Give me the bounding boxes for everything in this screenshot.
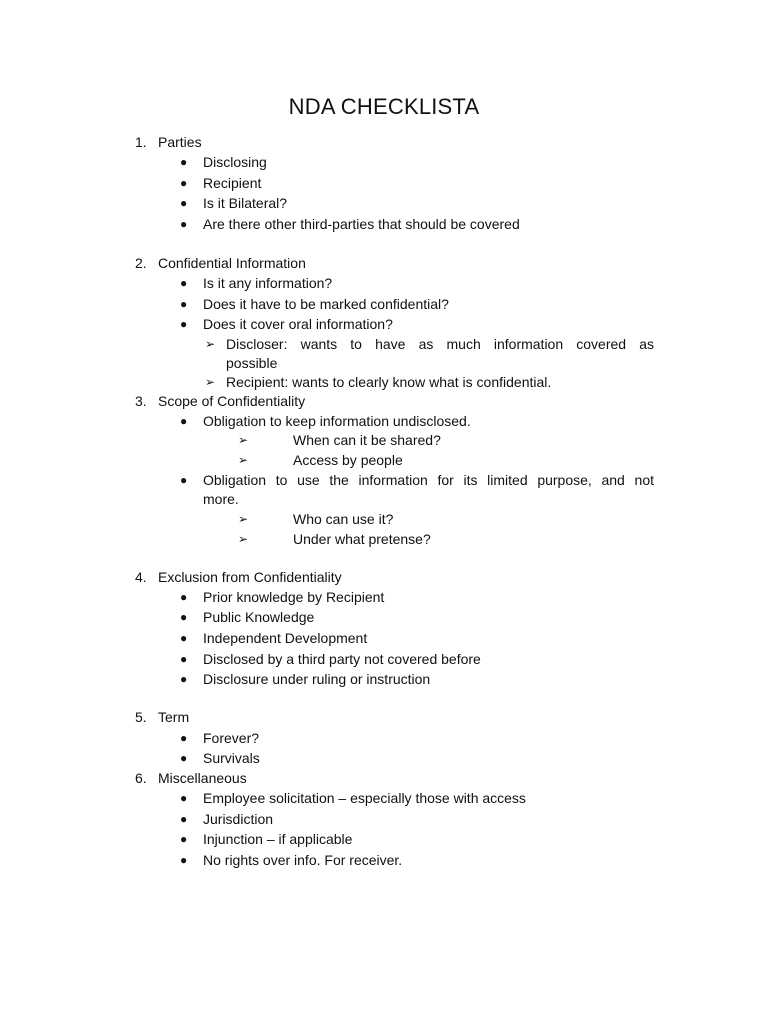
list-item: Disclosed by a third party not covered before bbox=[203, 651, 481, 667]
bullet-icon: ● bbox=[180, 672, 188, 686]
bullet-icon: ● bbox=[180, 610, 188, 624]
arrow-icon: ➢ bbox=[238, 453, 249, 467]
bullet-icon: ● bbox=[180, 217, 188, 231]
section-heading: Scope of Confidentiality bbox=[158, 393, 306, 409]
sub-item-line bbox=[226, 334, 654, 354]
bullet-icon: ● bbox=[180, 473, 188, 487]
arrow-icon: ➢ bbox=[205, 337, 216, 351]
section-number: 4. bbox=[135, 569, 147, 585]
bullet-icon: ● bbox=[180, 631, 188, 645]
word: Discloser: bbox=[226, 336, 288, 352]
list-item: No rights over info. For receiver. bbox=[203, 852, 403, 868]
bullet-icon: ● bbox=[180, 590, 188, 604]
list-item: Prior knowledge by Recipient bbox=[203, 589, 385, 605]
word: to bbox=[350, 336, 362, 352]
bullet-icon: ● bbox=[180, 751, 188, 765]
section-heading: Exclusion from Confidentiality bbox=[158, 569, 342, 585]
list-item-continuation: more. bbox=[203, 491, 239, 507]
list-item: Disclosure under ruling or instruction bbox=[203, 671, 431, 687]
arrow-icon: ➢ bbox=[238, 433, 249, 447]
word: as bbox=[639, 336, 654, 352]
bullet-icon: ● bbox=[180, 853, 188, 867]
word: have bbox=[375, 336, 406, 352]
sub-item: Access by people bbox=[293, 452, 403, 468]
list-item: Recipient bbox=[203, 175, 262, 191]
section-heading: Term bbox=[158, 709, 190, 725]
word: much bbox=[446, 336, 481, 352]
section-heading: Confidential Information bbox=[158, 255, 306, 271]
list-item: Employee solicitation – especially those with access bbox=[203, 790, 526, 806]
bullet-icon: ● bbox=[180, 414, 188, 428]
word: as bbox=[418, 336, 434, 352]
list-item: Forever? bbox=[203, 730, 260, 746]
list-item: Injunction – if applicable bbox=[203, 831, 353, 847]
word: covered bbox=[576, 336, 627, 352]
list-item: Does it cover oral information? bbox=[203, 316, 393, 332]
list-item: Independent Development bbox=[203, 630, 368, 646]
sub-item: Recipient: wants to clearly know what is confidential. bbox=[226, 374, 552, 390]
section-heading: Parties bbox=[158, 134, 202, 150]
bullet-icon: ● bbox=[180, 196, 188, 210]
list-item: Public Knowledge bbox=[203, 609, 315, 625]
section-number: 2. bbox=[135, 255, 147, 271]
list-item: Is it any information? bbox=[203, 275, 333, 291]
bullet-icon: ● bbox=[180, 652, 188, 666]
bullet-icon: ● bbox=[180, 791, 188, 805]
bullet-icon: ● bbox=[180, 731, 188, 745]
bullet-icon: ● bbox=[180, 812, 188, 826]
section-number: 5. bbox=[135, 709, 147, 725]
list-item: Survivals bbox=[203, 750, 260, 766]
bullet-icon: ● bbox=[180, 832, 188, 846]
arrow-icon: ➢ bbox=[238, 532, 249, 546]
bullet-icon: ● bbox=[180, 317, 188, 331]
sub-item: Under what pretense? bbox=[293, 531, 431, 547]
section-number: 3. bbox=[135, 393, 147, 409]
bullet-icon: ● bbox=[180, 176, 188, 190]
section-heading: Miscellaneous bbox=[158, 770, 247, 786]
list-item: Obligation to use the information for its limited purpose, and not bbox=[203, 472, 654, 488]
arrow-icon: ➢ bbox=[205, 375, 216, 389]
list-item: Are there other third-parties that should be covered bbox=[203, 216, 520, 232]
sub-item: Who can use it? bbox=[293, 511, 394, 527]
list-item: Is it Bilateral? bbox=[203, 195, 288, 211]
sub-item: When can it be shared? bbox=[293, 432, 441, 448]
section-number: 6. bbox=[135, 770, 147, 786]
sub-item-continuation: possible bbox=[226, 355, 278, 371]
list-item: Jurisdiction bbox=[203, 811, 274, 827]
page-title: NDA CHECKLISTA bbox=[288, 94, 480, 119]
list-item: Does it have to be marked confidential? bbox=[203, 296, 449, 312]
bullet-icon: ● bbox=[180, 276, 188, 290]
bullet-icon: ● bbox=[180, 297, 188, 311]
arrow-icon: ➢ bbox=[238, 512, 249, 526]
word: information bbox=[493, 336, 564, 352]
list-item: Disclosing bbox=[203, 154, 267, 170]
word: wants bbox=[300, 336, 338, 352]
bullet-icon: ● bbox=[180, 155, 188, 169]
section-number: 1. bbox=[135, 134, 147, 150]
list-item: Obligation to keep information undisclosed. bbox=[203, 413, 471, 429]
